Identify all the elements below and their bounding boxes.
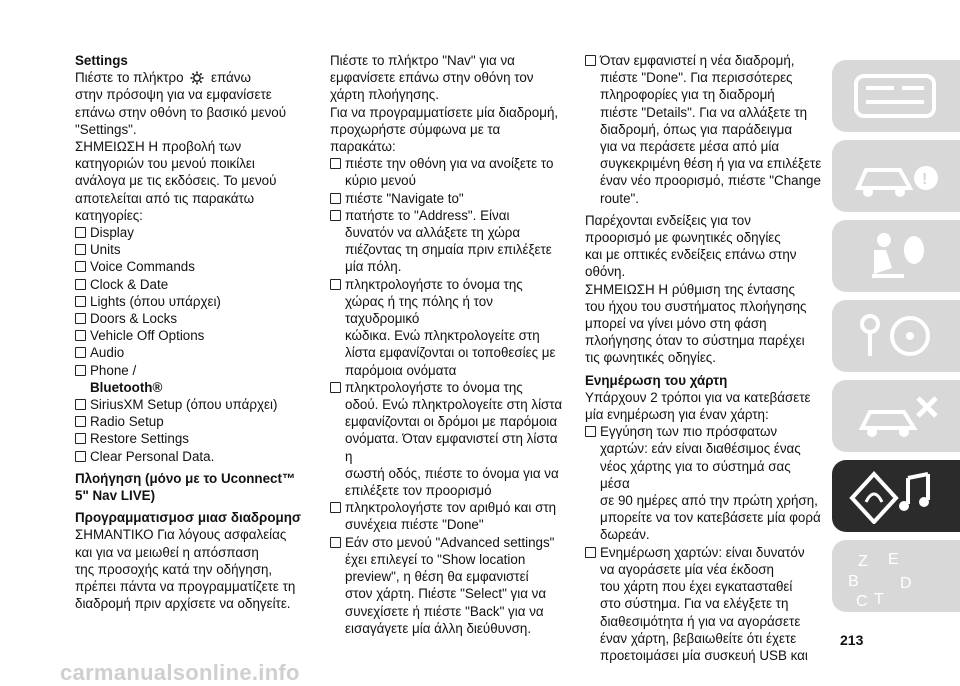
list-item-text: Radio Setup [90, 414, 164, 430]
multimedia-icon [844, 468, 954, 524]
tab-safety[interactable] [832, 220, 960, 292]
settings-category-item [75, 241, 313, 258]
page-number: 213 [840, 632, 864, 648]
settings-category-item [75, 396, 313, 413]
index-letter: B [848, 573, 859, 590]
list-item-text: Clock & Date [90, 276, 169, 292]
settings-category-item [75, 430, 313, 447]
voice-guidance-line: Παρέχονται ενδείξεις για τον [585, 212, 751, 228]
voice-guidance-line: του ήχου του συστήματος πλοήγησης [585, 298, 807, 314]
list-item-text: Display [90, 225, 134, 241]
settings-category-item [75, 413, 313, 430]
route-warning-line: διαδρομή πριν αρχίσετε να οδηγείτε. [75, 596, 291, 612]
list-item-text: πατήστε το "Address". Είναι δυνατόν να αλλάξετε τη χώρα πιέζοντας τη σημαία πριν επιλέξετε μία πόλη. [345, 207, 552, 275]
settings-category-item [75, 310, 313, 327]
list-item-text: Vehicle Off Options [90, 328, 205, 344]
checkbox-icon [75, 365, 86, 376]
checkbox-icon [75, 330, 86, 341]
list-item-text: πληκτρολογήστε το όνομα της οδού. Ενώ πληκτρολογείτε στη λίστα εμφανίζονται οι δρόμοι με παρόμοια ονόματα. Όταν εμφανιστεί στη λίστα η σωστή οδός, πιέστε το όνομα για να επιλέξετε τον προορισμό [345, 379, 563, 499]
settings-intro-line: κατηγορίες: [75, 207, 143, 223]
checkbox-icon [330, 382, 341, 393]
checkbox-icon [585, 426, 596, 437]
nav-step-item [330, 207, 568, 276]
list-item-text: Lights (όπου υπάρχει) [90, 293, 221, 309]
tab-starting[interactable] [832, 300, 960, 372]
column-3 [585, 52, 823, 664]
list-item-text: Όταν εμφανιστεί η νέα διαδρομή, πιέστε "Done". Για περισσότερες πληροφορίες για τη διαδρομή πιέστε "Details". Για να αλλάξετε τη διαδρομή, όπως για παράδειγμα για να περάσετε μέσα από μία συγκεκριμένη θέση ή για να επιλέξετε έναν νέο προορισμό, πιέστε "Change route". [600, 53, 822, 206]
route-heading: Προγραμματισμοσ μιασ διαδρομησ [75, 510, 302, 526]
checkbox-icon [75, 451, 86, 462]
voice-guidance-line: μπορεί να γίνει μόνο στη φάση [585, 316, 767, 332]
index-icon [844, 548, 954, 612]
list-item-text: Εγγύηση των πιο πρόσφατων χαρτών: εάν είναι διαθέσιμος ένας νέος χάρτης για το σύστημά σας μέσα σε 90 ημέρες από την πρώτη χρήση, μπορείτε να τον κατεβάσετε μία φορά δωρεάν. [600, 424, 821, 543]
settings-category-item [75, 448, 313, 465]
settings-intro-line: επάνω στην οθόνη το βασικό μενού [75, 104, 287, 120]
column-2 [330, 52, 568, 637]
tab-dashboard[interactable] [832, 60, 960, 132]
list-item-text: Clear Personal Data. [90, 448, 215, 464]
chapter-tabs [816, 60, 960, 620]
nav-intro-line: παρακάτω: [330, 139, 396, 155]
settings-intro-line: ανάλογα με τις εκδόσεις. Το μενού [75, 173, 277, 189]
tab-car-warning[interactable] [832, 140, 960, 212]
route-warning-line: της προσοχής κατά την οδήγηση, [75, 561, 273, 577]
map-update-intro-line: μία ενημέρωση για έναν χάρτη: [585, 407, 769, 423]
index-letter: C [856, 593, 868, 610]
settings-gear-icon [189, 71, 205, 85]
checkbox-icon [75, 227, 86, 238]
settings-intro-line: αποτελείται από τις παρακάτω [75, 190, 255, 206]
dashboard-icon [844, 68, 954, 124]
nav-step-item [585, 52, 823, 207]
list-item-text: SiriusXM Setup (όπου υπάρχει) [90, 397, 278, 413]
nav-intro-line: χάρτη πλοήγησης. [330, 87, 439, 103]
voice-guidance-line: πλοήγησης όταν το σύστημα παρέχει [585, 333, 805, 349]
list-item-text: πιέστε "Navigate to" [345, 190, 464, 206]
airbag-seat-icon [844, 228, 954, 284]
checkbox-icon [75, 279, 86, 290]
checkbox-icon [330, 158, 341, 169]
tab-multimedia[interactable] [832, 460, 960, 532]
nav-intro-line: εμφανίσετε επάνω στην οθόνη τον [330, 70, 534, 86]
list-item-text: Doors & Locks [90, 311, 178, 327]
tab-index[interactable] [832, 540, 960, 612]
checkbox-icon [75, 244, 86, 255]
list-item-text: Audio [90, 345, 125, 361]
checkbox-icon [330, 193, 341, 204]
checkbox-icon [330, 210, 341, 221]
voice-guidance-line: προορισμό με φωνητικές οδηγίες [585, 230, 781, 246]
checkbox-icon [75, 416, 86, 427]
settings-category-item [75, 224, 313, 241]
list-item-text: Phone / Bluetooth® [90, 362, 163, 395]
list-item-text: Units [90, 242, 121, 258]
checkbox-icon [75, 433, 86, 444]
settings-category-item [75, 327, 313, 344]
list-item-text: πληκτρολογήστε τον αριθμό και στη συνέχεια πιέστε "Done" [345, 500, 557, 533]
voice-guidance-line: και με οπτικές ενδείξεις επάνω στην [585, 247, 797, 263]
settings-title: Settings [75, 53, 128, 68]
route-warning-line: ΣΗΜΑΝΤΙΚΟ Για λόγους ασφαλείας [75, 527, 287, 543]
nav-heading-1: Πλοήγηση (μόνο με το Uconnect™ [75, 470, 296, 486]
list-item-text: Voice Commands [90, 259, 195, 275]
settings-intro-line: κατηγοριών του μενού ποικίλει [75, 156, 255, 172]
nav-intro-line: προχωρήστε σύμφωνα με τα [330, 121, 501, 137]
settings-category-item [75, 276, 313, 293]
map-update-item [585, 423, 823, 543]
column-1 [75, 52, 313, 613]
settings-intro-line: "Settings". [75, 121, 137, 137]
watermark: carmanualsonline.info [60, 660, 300, 685]
settings-intro-line: στην πρόσοψη για να εμφανίσετε [75, 87, 272, 103]
list-item-text: Restore Settings [90, 431, 189, 447]
index-letter: Z [858, 553, 868, 570]
checkbox-icon [75, 399, 86, 410]
checkbox-icon [330, 537, 341, 548]
nav-step-item [330, 534, 568, 637]
nav-step-item [330, 379, 568, 499]
car-warning-icon [844, 148, 954, 204]
list-item-text: Ενημέρωση χαρτών: είναι δυνατόν να αγοράσετε μία νέα έκδοση του χάρτη που έχει εγκατασταθεί στο σύστημα. Για να ελέγξετε τη διαθεσιμότητα ή για να αγοράσετε έναν χάρτη, βεβαιωθείτε ότι έχετε προετοιμάσει μία συσκευή USB και [600, 544, 808, 663]
settings-category-item [75, 344, 313, 361]
tools-car-icon [844, 388, 954, 444]
nav-step-item [330, 276, 568, 379]
checkbox-icon [585, 55, 596, 66]
settings-intro-line: ΣΗΜΕΙΩΣΗ Η προβολή των [75, 139, 242, 155]
checkbox-icon [75, 313, 86, 324]
bluetooth-label: Bluetooth® [90, 379, 163, 395]
map-update-heading: Ενημέρωση του χάρτη [585, 372, 728, 388]
nav-intro-line: Πιέστε το πλήκτρο "Nav" για να [330, 53, 515, 68]
checkbox-icon [75, 261, 86, 272]
index-letter: E [888, 551, 899, 568]
route-warning-line: και για να μειωθεί η απόσπαση [75, 544, 259, 560]
list-item-text: πληκτρολογήστε το όνομα της χώρας ή της πόλης ή τον ταχυδρομικό κώδικα. Ενώ πληκτρολογείτε στη λίστα εμφανίζονται οι τοποθεσίες με παρόμοια ονόματα [345, 276, 556, 378]
map-update-intro-line: Υπάρχουν 2 τρόποι για να κατεβάσετε [585, 389, 811, 405]
voice-guidance-line: οθόνη. [585, 264, 626, 280]
nav-step-item [330, 155, 568, 189]
nav-step-item [330, 190, 568, 207]
voice-guidance-line: τις φωνητικές οδηγίες. [585, 350, 716, 366]
list-item-text: πιέστε την οθόνη για να ανοίξετε το κύριο μενού [345, 156, 554, 189]
nav-intro-line: Για να προγραμματίσετε μία διαδρομή, [330, 104, 559, 120]
svg-text:!: ! [922, 171, 928, 188]
settings-category-item [75, 362, 313, 396]
settings-category-item [75, 258, 313, 275]
map-update-item [585, 544, 823, 664]
checkbox-icon [75, 347, 86, 358]
voice-guidance-line: ΣΗΜΕΙΩΣΗ Η ρύθμιση της έντασης [585, 281, 795, 297]
checkbox-icon [75, 296, 86, 307]
index-letter: T [874, 591, 884, 608]
nav-step-item [330, 499, 568, 533]
tab-maintenance[interactable] [832, 380, 960, 452]
settings-category-item [75, 293, 313, 310]
index-letter: D [900, 575, 912, 592]
key-steering-icon [844, 308, 954, 364]
route-warning-line: πρέπει πάντα να προγραμματίζετε τη [75, 579, 296, 595]
checkbox-icon [585, 547, 596, 558]
checkbox-icon [330, 279, 341, 290]
checkbox-icon [330, 502, 341, 513]
nav-heading-2: 5" Nav LIVE) [75, 488, 156, 504]
list-item-text: Εάν στο μενού "Advanced settings" έχει επιλεγεί το "Show location preview", η θέση θα εμφανιστεί στον χάρτη. Πιέστε "Select" για να συνεχίσετε ή πιέστε "Back" για να εισαγάγετε μία άλλη διεύθυνση. [345, 534, 555, 636]
settings-intro: Πιέστε το πλήκτρο επάνω [75, 70, 251, 86]
